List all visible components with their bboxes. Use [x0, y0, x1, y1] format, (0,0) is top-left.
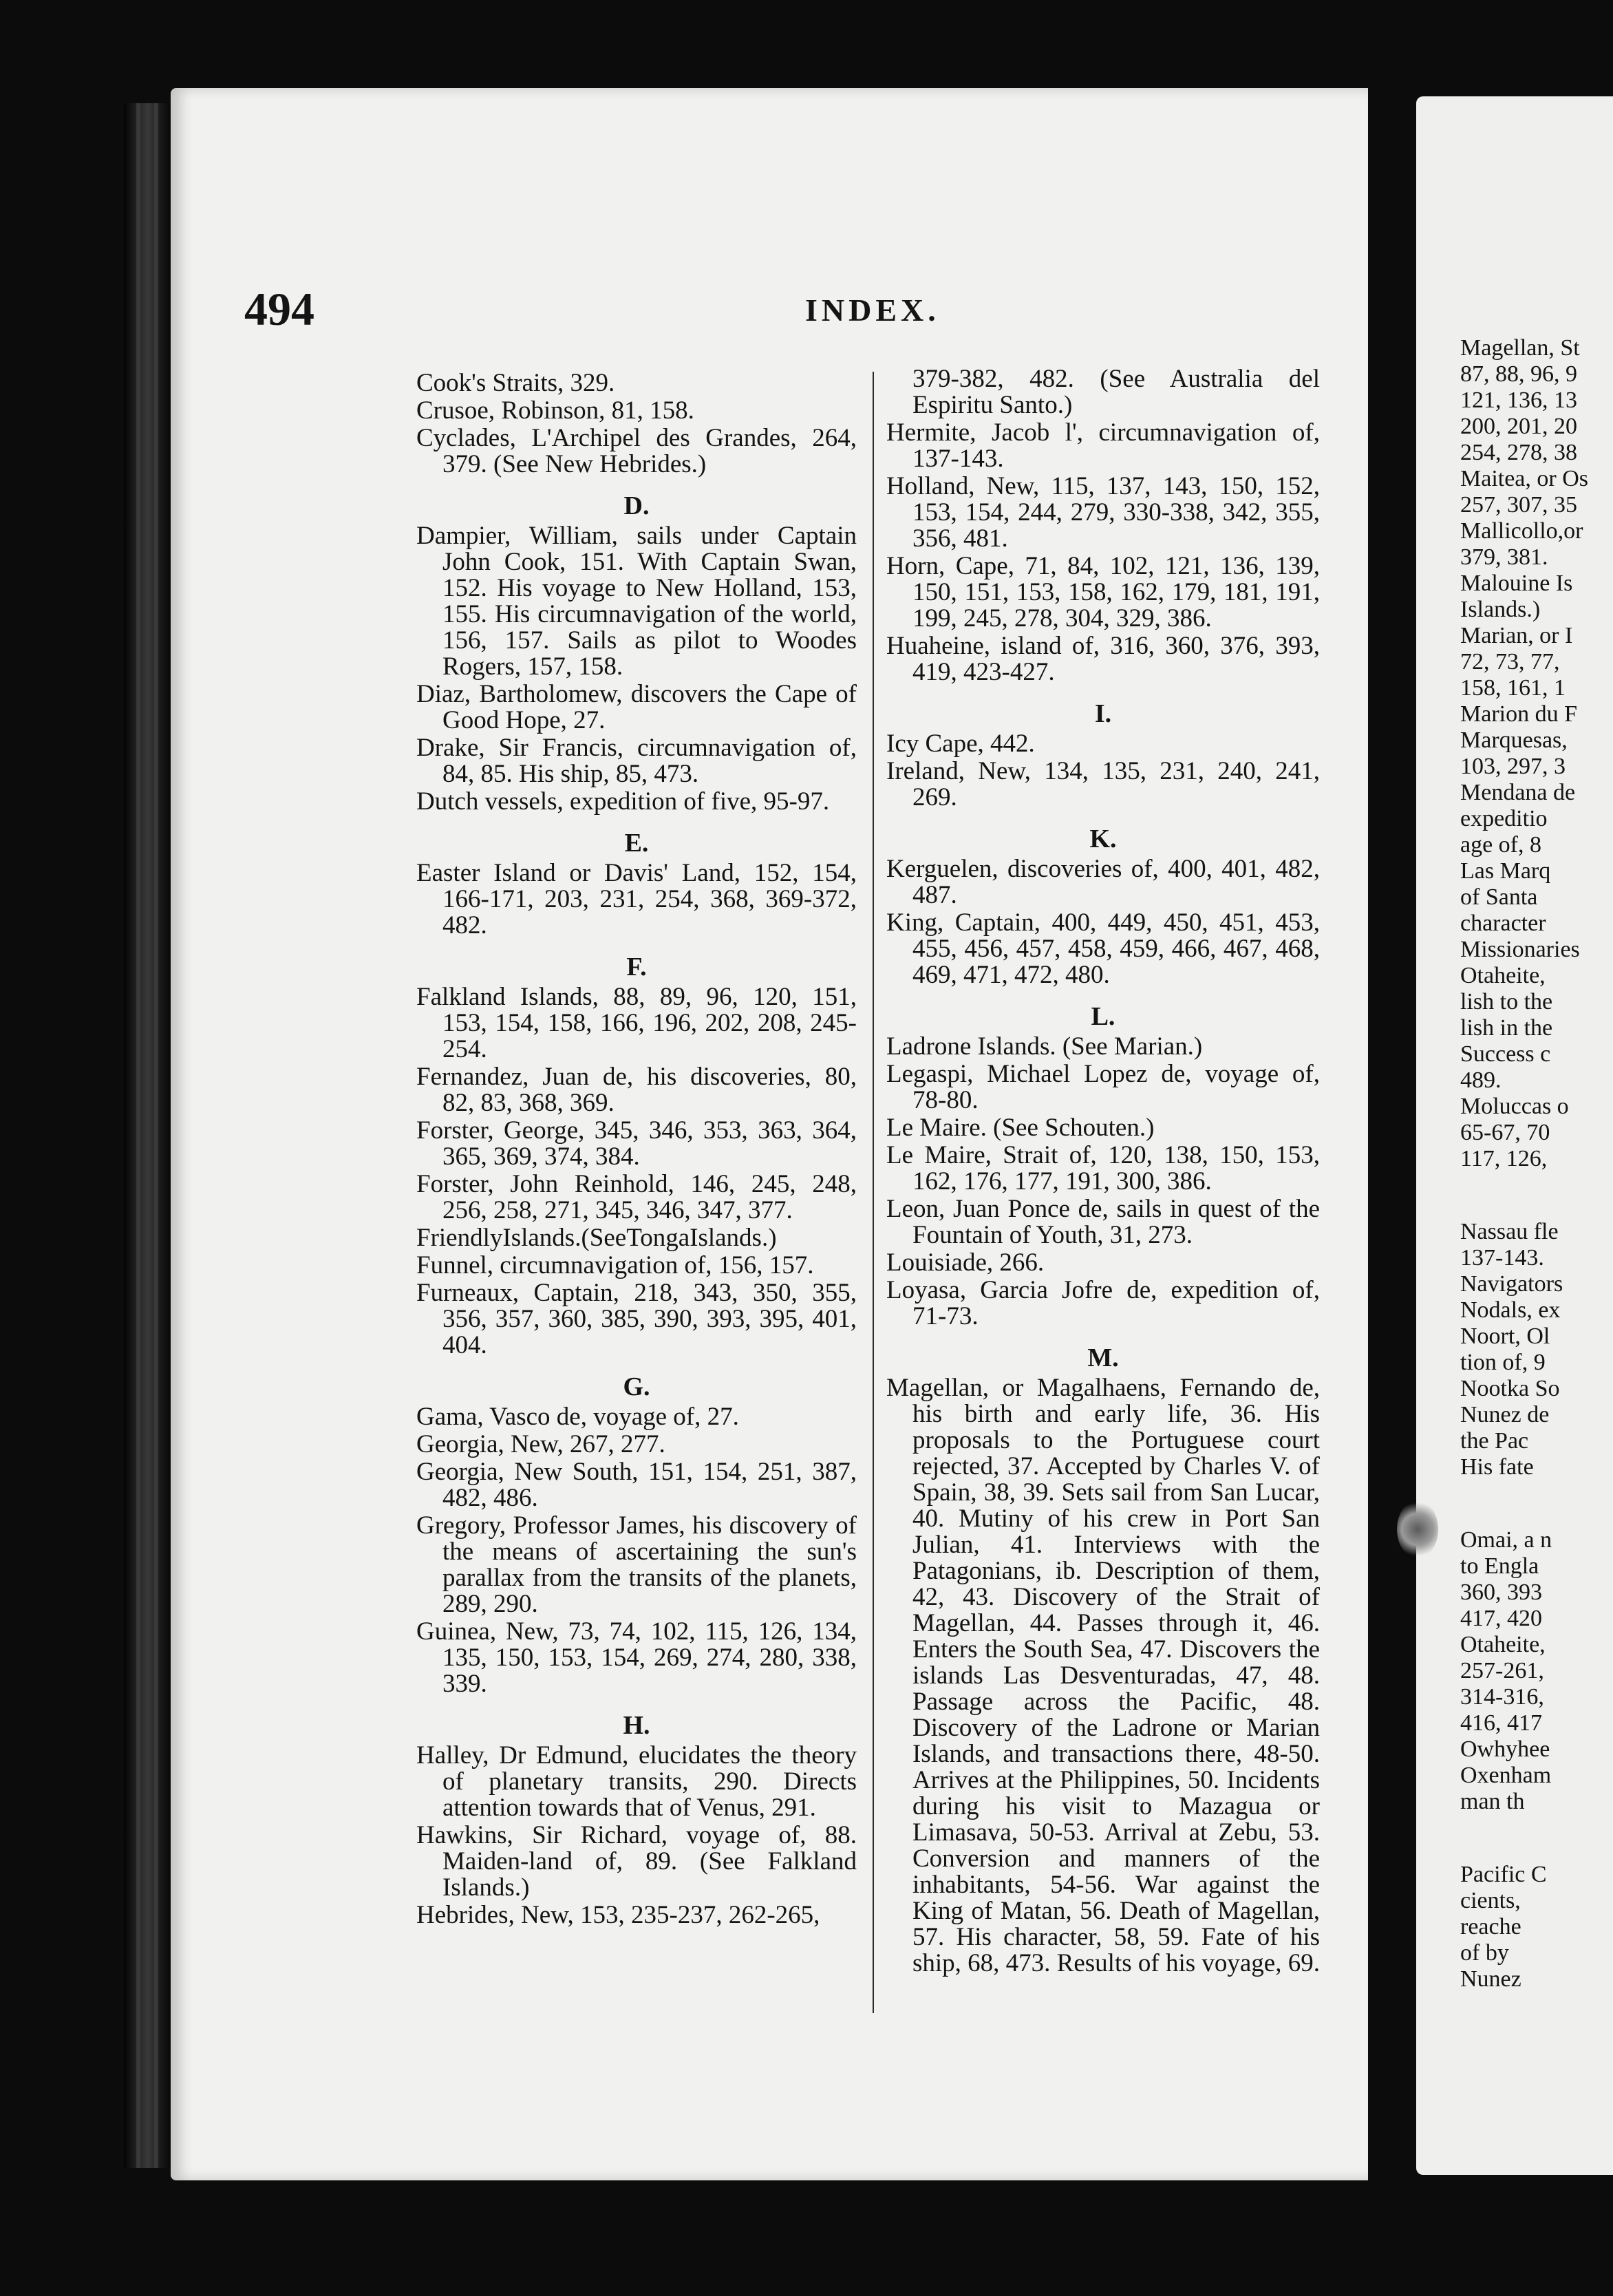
spacer	[1460, 1505, 1613, 1528]
index-entry: Icy Cape, 442.	[886, 730, 1035, 758]
right-page-line: Mendana de	[1460, 780, 1576, 805]
spacer	[1460, 1173, 1613, 1196]
index-entry: Gregory, Professor James, his discovery of the means of ascertaining the sun's parallax from the transits of the planets, 289, 290.	[416, 1511, 857, 1618]
index-entry: King, Captain, 400, 449, 450, 451, 453, 455, 456, 457, 458, 459, 466, 467, 468, 469, 471, 472, 480.	[886, 908, 1320, 989]
left-index-column	[416, 370, 857, 1930]
index-entry: Crusoe, Robinson, 81, 158.	[416, 396, 694, 425]
right-page-line: the Pac	[1460, 1428, 1529, 1454]
index-entry: Cyclades, L'Archipel des Grandes, 264, 379. (See New Hebrides.)	[416, 424, 857, 478]
right-page-line: Marian, or I	[1460, 623, 1573, 648]
right-page-line: Las Marq	[1460, 858, 1551, 884]
right-page-index-fragment	[1460, 336, 1613, 1993]
index-entry: Georgia, New South, 151, 154, 251, 387, 482, 486.	[416, 1458, 857, 1512]
right-page-line: Marquesas,	[1460, 727, 1568, 753]
right-page-line: Islands.)	[1460, 597, 1541, 622]
binding-ridge	[154, 103, 158, 2168]
index-entry: Dampier, William, sails under Captain John Cook, 151. With Captain Swan, 152. His voyage to New Holland, 153, 155. His circumnavigation of the world, 156, 157. Sails as pilot to Woodes Rogers, 157, 158.	[416, 522, 857, 681]
right-page-line: Omai, a n	[1460, 1527, 1552, 1553]
right-page-line: Marion du F	[1460, 701, 1577, 727]
spacer	[1460, 1481, 1613, 1505]
right-page-line: Malouine Is	[1460, 571, 1573, 596]
index-entry: Gama, Vasco de, voyage of, 27.	[416, 1403, 739, 1431]
index-entry: Legaspi, Michael Lopez de, voyage of, 78-80.	[886, 1060, 1320, 1114]
index-entry: Le Maire, Strait of, 120, 138, 150, 153, 162, 176, 177, 191, 300, 386.	[886, 1141, 1320, 1195]
index-entry: Forster, George, 345, 346, 353, 363, 364, 365, 369, 374, 384.	[416, 1116, 857, 1171]
index-entry: Drake, Sir Francis, circumnavigation of, 84, 85. His ship, 85, 473.	[416, 734, 857, 788]
binding-ridge	[136, 103, 140, 2168]
ink-blot	[1397, 1500, 1438, 1558]
section-letter: K.	[1089, 825, 1117, 853]
right-page-line: 416, 417	[1460, 1710, 1542, 1736]
index-entry: 379-382, 482. (See Australia del Espiritu Santo.)	[912, 365, 1320, 419]
right-page-line: Nunez	[1460, 1966, 1521, 1992]
index-entry: Holland, New, 115, 137, 143, 150, 152, 153, 154, 244, 279, 330-338, 342, 355, 356, 481.	[886, 472, 1320, 553]
right-page-line: 257-261,	[1460, 1658, 1544, 1683]
middle-index-column	[886, 366, 1320, 1978]
right-page-line: Nootka So	[1460, 1376, 1560, 1401]
right-page-line: 121, 136, 13	[1460, 387, 1577, 413]
index-entry: Guinea, New, 73, 74, 102, 115, 126, 134, 135, 150, 153, 154, 269, 274, 280, 338, 339.	[416, 1617, 857, 1698]
right-page-line: Nassau fle	[1460, 1219, 1559, 1244]
index-entry: Dutch vessels, expedition of five, 95-97.	[416, 787, 830, 816]
index-entry: Diaz, Bartholomew, discovers the Cape of Good Hope, 27.	[416, 680, 857, 734]
page-header	[0, 282, 1613, 337]
right-page-line: 360, 393	[1460, 1580, 1542, 1605]
index-entry: FriendlyIslands.(SeeTongaIslands.)	[416, 1224, 777, 1252]
right-page-line: 158, 161, 1	[1460, 675, 1566, 701]
index-entry: Cook's Straits, 329.	[416, 369, 615, 397]
right-page-line: 65-67, 70	[1460, 1120, 1550, 1145]
page-number: 494	[244, 283, 314, 335]
right-page-line: 314-316,	[1460, 1684, 1544, 1710]
right-page-line: 103, 297, 3	[1460, 754, 1566, 779]
right-page-line: reache	[1460, 1914, 1521, 1939]
right-page-line: of by	[1460, 1940, 1509, 1966]
right-page-line: 254, 278, 38	[1460, 440, 1577, 465]
index-entry: Falkland Islands, 88, 89, 96, 120, 151, 153, 154, 158, 166, 196, 202, 208, 245-254.	[416, 983, 857, 1063]
index-entry: Hermite, Jacob l', circumnavigation of, 137-143.	[886, 418, 1320, 473]
right-page-line: Missionaries	[1460, 937, 1580, 962]
right-page-line: 489.	[1460, 1067, 1502, 1093]
section-letter: H.	[623, 1711, 650, 1740]
book-binding	[124, 103, 172, 2168]
section-letter: L.	[1091, 1002, 1115, 1031]
index-entry: Magellan, or Magalhaens, Fernando de, his birth and early life, 36. His proposals to the Portuguese court rejected, 37. Accepted by Charles V. of Spain, 38, 39. Sets sail from San Lucar, 40. Mutiny of his crew in Port San Julian, 41. Interviews with the Patagonians, ib. Description of them, 42, 43. Discovery of the Strait of Magellan, 44. Passes through it, 46. Enters the South Sea, 47. Discovers the islands Las Desventuradas, 47, 48. Passage across the Pacific, 48. Discovery of the Ladrone or Marian Islands, and transactions there, 48-50. Arrives at the Philippines, 50. Incidents during his visit to Mazagua or Limasava, 50-53. Arrival at Zebu, 53. Conversion and manners of the inhabitants, 54-56. War against the King of Matan, 56. Death of Magellan, 57. His character, 58, 59. Fate of his ship, 68, 473. Results of his voyage, 69.	[886, 1374, 1320, 1977]
index-entry: Hebrides, New, 153, 235-237, 262-265,	[416, 1901, 820, 1929]
right-page-line: Noort, Ol	[1460, 1324, 1550, 1349]
right-page-line: 137-143.	[1460, 1245, 1544, 1271]
right-page-line: 417, 420	[1460, 1606, 1542, 1631]
right-page-line: tion of, 9	[1460, 1350, 1546, 1375]
index-entry: Fernandez, Juan de, his discoveries, 80, 82, 83, 368, 369.	[416, 1063, 857, 1117]
spacer	[1460, 1816, 1613, 1839]
index-entry: Louisiade, 266.	[886, 1248, 1045, 1277]
right-page-line: Oxenham	[1460, 1763, 1552, 1788]
right-page-line: 257, 307, 35	[1460, 492, 1577, 518]
right-page-line: man th	[1460, 1789, 1525, 1814]
spacer	[1460, 1839, 1613, 1862]
right-page-line: Otaheite,	[1460, 1632, 1546, 1657]
index-entry: Leon, Juan Ponce de, sails in quest of the Fountain of Youth, 31, 273.	[886, 1195, 1320, 1249]
right-page-line: His fate	[1460, 1454, 1534, 1480]
right-page-line: Nunez de	[1460, 1402, 1550, 1427]
right-page-line: 72, 73, 77,	[1460, 649, 1560, 674]
index-entry: Easter Island or Davis' Land, 152, 154, 166-171, 203, 231, 254, 368, 369-372, 482.	[416, 859, 857, 939]
section-letter: I.	[1094, 699, 1112, 728]
index-entry: Loyasa, Garcia Jofre de, expedition of, 71-73.	[886, 1276, 1320, 1330]
right-page-line: of Santa	[1460, 884, 1538, 910]
right-page-line: Magellan, St	[1460, 335, 1580, 361]
section-letter: D.	[623, 491, 650, 520]
right-page-line: Moluccas o	[1460, 1094, 1569, 1119]
right-page-line: Otaheite,	[1460, 963, 1546, 988]
right-page-line: 200, 201, 20	[1460, 414, 1577, 439]
right-page-line: lish to the	[1460, 989, 1553, 1014]
column-rule	[873, 372, 874, 2013]
right-page-line: Success c	[1460, 1041, 1551, 1067]
index-entry: Ladrone Islands. (See Marian.)	[886, 1032, 1203, 1061]
index-entry: Georgia, New, 267, 277.	[416, 1430, 665, 1458]
index-entry: Furneaux, Captain, 218, 343, 350, 355, 356, 357, 360, 385, 390, 393, 395, 401, 404.	[416, 1279, 857, 1359]
running-title: INDEX.	[805, 293, 940, 328]
index-entry: Hawkins, Sir Richard, voyage of, 88. Maiden-land of, 89. (See Falkland Islands.)	[416, 1821, 857, 1902]
right-page-line: expeditio	[1460, 806, 1548, 831]
right-page-line: Nodals, ex	[1460, 1297, 1561, 1323]
index-entry: Kerguelen, discoveries of, 400, 401, 482, 487.	[886, 855, 1320, 909]
right-page-line: Navigators	[1460, 1271, 1563, 1297]
index-entry: Forster, John Reinhold, 146, 245, 248, 256, 258, 271, 345, 346, 347, 377.	[416, 1170, 857, 1224]
right-page-line: Maitea, or Os	[1460, 466, 1589, 491]
right-page-line: cients,	[1460, 1888, 1521, 1913]
spacer	[1460, 1196, 1613, 1220]
index-entry: Ireland, New, 134, 135, 231, 240, 241, 269.	[886, 757, 1320, 811]
index-entry: Huaheine, island of, 316, 360, 376, 393, 419, 423-427.	[886, 632, 1320, 686]
section-letter: M.	[1087, 1343, 1119, 1372]
right-page-line: to Engla	[1460, 1553, 1539, 1579]
right-page-line: age of, 8	[1460, 832, 1542, 858]
section-letter: E.	[624, 829, 649, 858]
right-page-line: character	[1460, 911, 1546, 936]
index-entry: Halley, Dr Edmund, elucidates the theory of planetary transits, 290. Directs attention towards that of Venus, 291.	[416, 1741, 857, 1822]
right-page-line: 117, 126,	[1460, 1146, 1548, 1171]
right-page-line: Pacific C	[1460, 1862, 1547, 1887]
right-page-line: Mallicollo,or	[1460, 518, 1583, 544]
index-entry: Horn, Cape, 71, 84, 102, 121, 136, 139, 150, 151, 153, 158, 162, 179, 181, 191, 199, 245, 278, 304, 329, 386.	[886, 552, 1320, 633]
right-page-line: 379, 381.	[1460, 544, 1548, 570]
right-page-line: Owhyhee	[1460, 1736, 1550, 1762]
index-entry: Funnel, circumnavigation of, 156, 157.	[416, 1251, 814, 1279]
right-page-line: lish in the	[1460, 1015, 1553, 1041]
section-letter: G.	[623, 1372, 650, 1401]
section-letter: F.	[626, 953, 647, 981]
index-entry: Le Maire. (See Schouten.)	[886, 1114, 1155, 1142]
right-page-line: 87, 88, 96, 9	[1460, 361, 1577, 387]
